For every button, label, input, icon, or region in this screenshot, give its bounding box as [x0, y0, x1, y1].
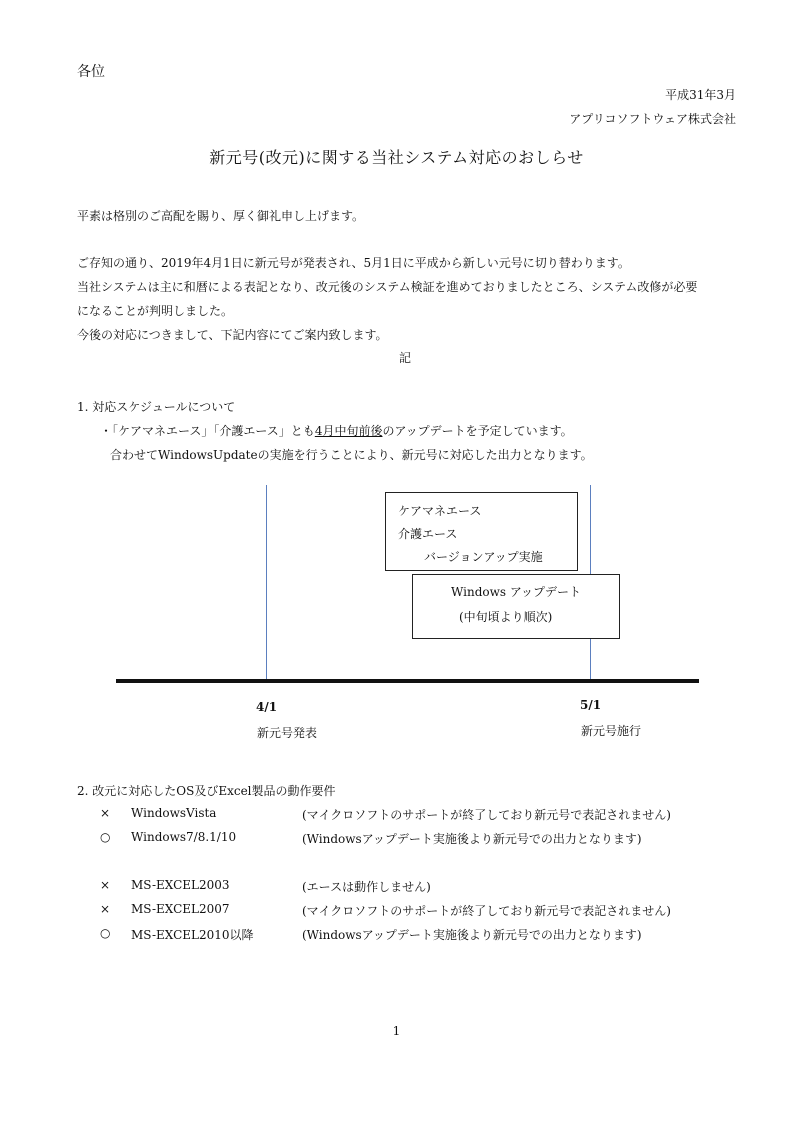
paragraph-2a: 当社システムは主に和暦による表記となり、改元後のシステム検証を進めておりましたところ、システム改修が必要: [77, 280, 698, 294]
paragraph-3: 今後の対応につきまして、下記内容にてご案内致します。: [77, 328, 388, 342]
excel-row-3-name: MS-EXCEL2010以降: [131, 928, 254, 942]
excel-row-2-note: (マイクロソフトのサポートが終了しており新元号で表記されません): [302, 904, 671, 918]
os-row-1-name: WindowsVista: [131, 806, 217, 820]
excel-row-1-mark: ×: [100, 878, 111, 892]
os-row-2-name: Windows7/8.1/10: [131, 830, 237, 844]
marker-1-label: 新元号発表: [257, 726, 318, 740]
document-date: 平成31年3月: [665, 88, 736, 102]
excel-row-1-name: MS-EXCEL2003: [131, 878, 230, 892]
os-row-2-note: (Windowsアップデート実施後より新元号での出力となります): [302, 832, 642, 846]
windows-update-box-line-2: (中旬頃より順次): [459, 610, 553, 624]
excel-row-3-note: (Windowsアップデート実施後より新元号での出力となります): [302, 928, 642, 942]
timeline-marker-line-4-1: [266, 485, 267, 683]
section-1-underlined-period: 4月中旬前後: [314, 424, 383, 438]
marker-2-date: 5/1: [580, 698, 602, 712]
excel-row-1-note: (エースは動作しません): [302, 880, 431, 894]
version-up-box-line-1: ケアマネエース: [398, 504, 482, 518]
windows-update-box-line-1: Windows アップデート: [451, 585, 582, 599]
section-2-heading: 2. 改元に対応したOS及びExcel製品の動作要件: [77, 784, 336, 798]
company-name: アプリコソフトウェア株式会社: [569, 112, 736, 126]
excel-row-2-mark: ×: [100, 902, 111, 916]
os-row-1-mark: ×: [100, 806, 111, 820]
page-title: 新元号(改元)に関する当社システム対応のおしらせ: [209, 148, 584, 167]
windows-update-box: [412, 574, 620, 639]
paragraph-1: ご存知の通り、2019年4月1日に新元号が発表され、5月1日に平成から新しい元号に切り替わります。: [77, 256, 630, 270]
section-1-line-1: [100, 422, 573, 439]
timeline-axis: [116, 679, 699, 683]
excel-row-3-mark: ○: [100, 926, 111, 940]
version-up-box-line-2: 介護エース: [398, 527, 458, 541]
addressee: 各位: [77, 64, 105, 80]
os-row-2-mark: ○: [100, 830, 111, 844]
section-1-heading: 1. 対応スケジュールについて: [77, 400, 236, 414]
ki-mark: 記: [399, 351, 412, 365]
version-up-box-line-3: バージョンアップ実施: [424, 550, 543, 564]
excel-row-2-name: MS-EXCEL2007: [131, 902, 230, 916]
version-up-box: [385, 492, 578, 571]
section-1-line-2: 合わせてWindowsUpdateの実施を行うことにより、新元号に対応した出力となります。: [110, 448, 593, 462]
section-1-line-1-post: のアップデートを予定しています。: [382, 424, 573, 438]
os-row-1-note: (マイクロソフトのサポートが終了しており新元号で表記されません): [302, 808, 671, 822]
marker-2-label: 新元号施行: [581, 724, 642, 738]
greeting-text: 平素は格別のご高配を賜り、厚く御礼申し上げます。: [77, 209, 365, 223]
paragraph-2b: になることが判明しました。: [77, 304, 234, 318]
page-number: 1: [392, 1024, 401, 1038]
marker-1-date: 4/1: [256, 700, 278, 714]
section-1-line-1-pre: ・「ケアマネエース」「介護エース」とも: [100, 424, 315, 438]
